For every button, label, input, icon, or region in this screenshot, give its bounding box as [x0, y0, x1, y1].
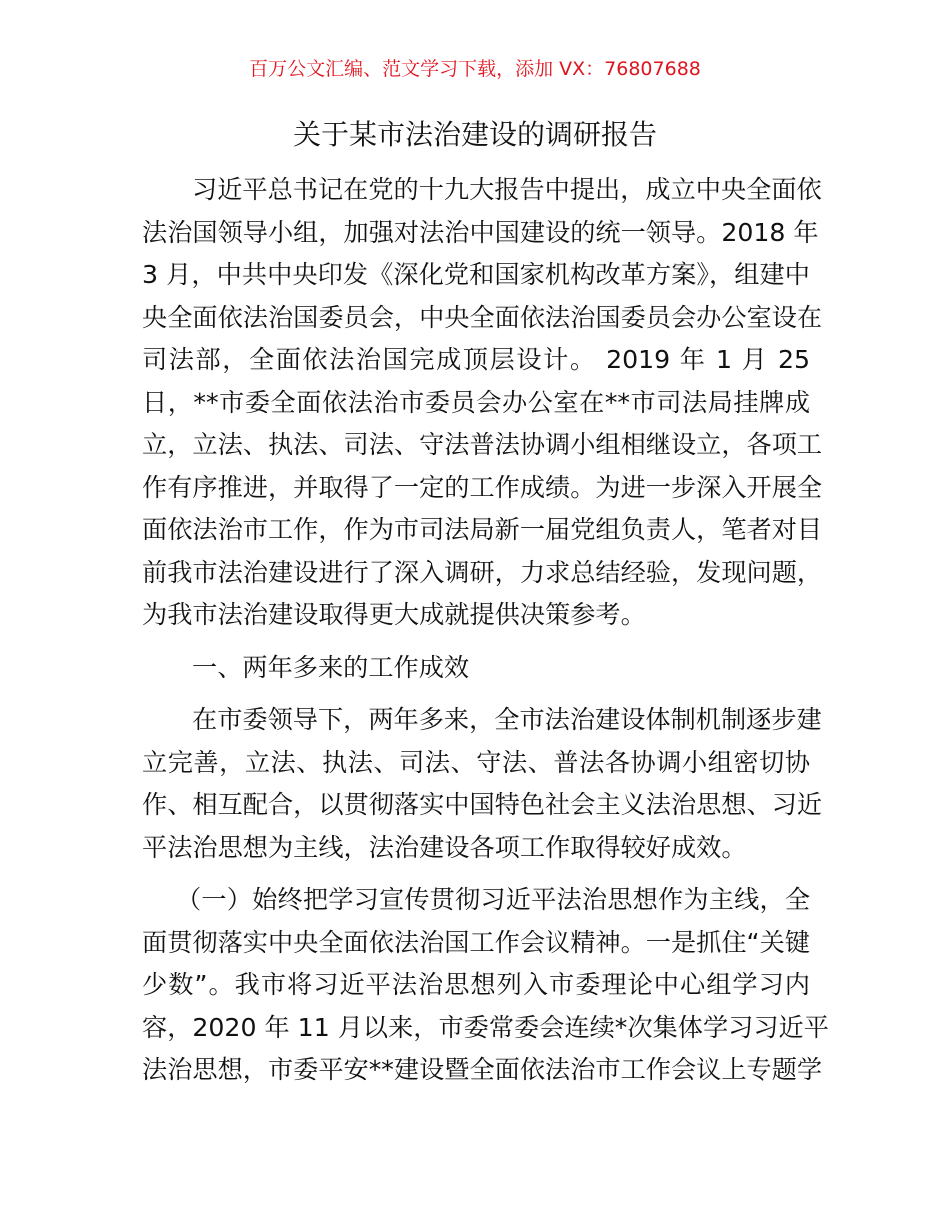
text-line: 司法部，全面依法治国完成顶层设计。 2019 年 1 月 25 [142, 345, 810, 374]
text-line: 习近平总书记在党的十九大报告中提出，成立中央全面依 [192, 175, 822, 204]
text-line: 法治国领导小组，加强对法治中国建设的统一领导。2018 年 [142, 217, 819, 247]
text-line: 为我市法治建设取得更大成就提供决策参考。 [142, 600, 646, 629]
text-line: 作有序推进，并取得了一定的工作成绩。为进一步深入开展全 [142, 472, 823, 502]
section-heading [142, 647, 810, 690]
text-line: 作、相互配合，以贯彻落实中国特色社会主义法治思想、习近 [142, 790, 823, 819]
text-line: 容，2020 年 11 月以来，市委常委会连续*次集体学习习近平 [142, 1012, 829, 1042]
text-line: 平法治思想为主线，法治建设各项工作取得较好成效。 [142, 832, 747, 862]
text-line: 3 月，中共中央印发《深化党和国家机构改革方案》，组建中 [142, 260, 810, 289]
text-line: 面贯彻落实中央全面依法治国工作会议精神。一是抓住“关键 [142, 927, 810, 957]
text-line: 前我市法治建设进行了深入调研，力求总结经验，发现问题， [142, 557, 823, 587]
section-heading-text: 一、两年多来的工作成效 [192, 652, 470, 682]
text-line: 立完善，立法、执法、司法、守法、普法各协调小组密切协 [142, 747, 810, 777]
text-line: 央全面依法治国委员会，中央全面依法治国委员会办公室设在 [142, 302, 823, 332]
text-line: 在市委领导下，两年多来，全市法治建设体制机制逐步建 [192, 705, 822, 734]
paragraph-subsection-1 [142, 879, 829, 1092]
paragraph-achievements [142, 699, 823, 869]
text-line: 面依法治市工作，作为市司法局新一届党组负责人，笔者对目 [142, 515, 823, 544]
text-line: 立，立法、执法、司法、守法普法协调小组相继设立，各项工 [142, 430, 823, 459]
text-line: 法治思想，市委平安**建设暨全面依法治市工作会议上专题学 [142, 1055, 823, 1084]
text-line: （一）始终把学习宣传贯彻习近平法治思想作为主线，全 [176, 885, 810, 914]
document-title: 关于某市法治建设的调研报告 [292, 118, 657, 151]
paragraph-intro [142, 169, 823, 637]
text-line: 日，**市委全面依法治市委员会办公室在**市司法局挂牌成 [142, 387, 810, 417]
header-watermark-banner: 百万公文汇编、范文学习下载，添加 VX：76807688 [249, 58, 701, 80]
document-body [142, 169, 829, 1102]
text-line: 少数”。我市将习近平法治思想列入市委理论中心组学习内 [142, 970, 810, 999]
